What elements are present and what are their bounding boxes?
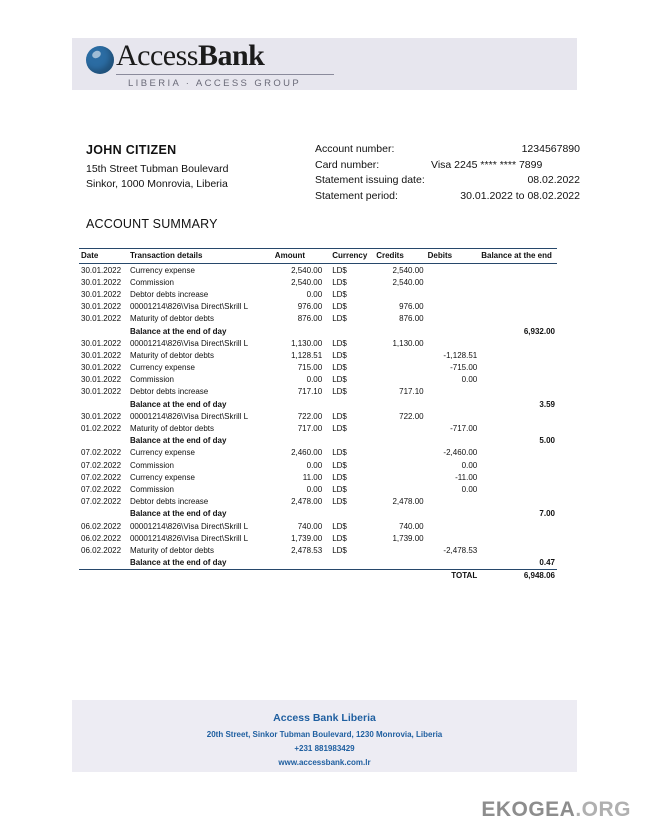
- cell-currency: LD$: [332, 497, 347, 507]
- cell-debits: [426, 435, 480, 447]
- cell-debits: 0.00: [461, 375, 478, 385]
- transactions-table-wrap: [79, 248, 557, 582]
- cell-date: [79, 325, 128, 337]
- end-of-day-row: [79, 435, 557, 447]
- account-info-block: [315, 143, 580, 205]
- total-value: 6,948.06: [479, 569, 557, 582]
- cell-date: 30.01.2022: [81, 277, 122, 287]
- cell-amount: 2,478.00: [291, 497, 323, 507]
- cell-details: Commission: [129, 375, 174, 385]
- end-of-day-row: [79, 508, 557, 520]
- cell-date: 07.02.2022: [81, 460, 122, 470]
- cell-details: Balance at the end of day: [129, 326, 227, 336]
- cell-debits: [426, 398, 480, 410]
- cell-amount: [273, 435, 324, 447]
- watermark-primary: EKOGEA: [481, 798, 576, 821]
- col-date: Date: [79, 249, 128, 264]
- cell-amount: 717.00: [297, 424, 323, 434]
- cell-debits: [426, 520, 480, 532]
- cell-details: Maturity of debtor debts: [129, 350, 215, 360]
- cell-currency: LD$: [332, 424, 347, 434]
- cell-balance: [479, 362, 557, 374]
- cell-details: Debtor debts increase: [129, 387, 209, 397]
- cell-amount: [273, 557, 324, 570]
- cell-details: Balance at the end of day: [129, 436, 227, 446]
- cell-date: 30.01.2022: [81, 375, 122, 385]
- total-label: TOTAL: [426, 569, 480, 582]
- cell-debits: -717.00: [450, 424, 478, 434]
- table-row: [79, 276, 557, 288]
- cell-details: Currency expense: [129, 472, 195, 482]
- col-balance: Balance at the end: [479, 249, 557, 264]
- statement-period-row: [315, 190, 580, 206]
- logo-subtitle: LIBERIA · ACCESS GROUP: [128, 78, 302, 89]
- end-of-day-row: [79, 325, 557, 337]
- cell-date: 06.02.2022: [81, 533, 122, 543]
- logo-divider: [116, 74, 334, 75]
- cell-date: 07.02.2022: [81, 448, 122, 458]
- cell-credits: 740.00: [399, 521, 424, 531]
- cell-credits: [374, 483, 425, 495]
- cell-credits: [374, 544, 425, 556]
- cell-details: Maturity of debtor debts: [129, 545, 215, 555]
- cell-amount: [273, 508, 324, 520]
- cell-debits: [426, 532, 480, 544]
- total-spacer: [79, 569, 374, 582]
- cell-amount: 2,460.00: [291, 448, 323, 458]
- cell-currency: LD$: [332, 338, 347, 348]
- cell-balance: [479, 520, 557, 532]
- cell-details: Balance at the end of day: [129, 509, 227, 519]
- col-amount: Amount: [273, 249, 324, 264]
- cell-debits: [426, 313, 480, 325]
- cell-debits: -2,460.00: [443, 448, 478, 458]
- cell-currency: LD$: [332, 387, 347, 397]
- bank-logo: [86, 40, 316, 96]
- cell-debits: 0.00: [461, 484, 478, 494]
- cell-currency: LD$: [332, 302, 347, 312]
- cell-credits: [374, 325, 425, 337]
- cell-details: 00001214\826\Visa Direct\Skrill L: [129, 411, 249, 421]
- cell-details: Debtor debts increase: [129, 497, 209, 507]
- cell-details: Debtor debts increase: [129, 289, 209, 299]
- footer-band: [72, 700, 577, 772]
- cell-date: 30.01.2022: [81, 289, 122, 299]
- cell-debits: [426, 325, 480, 337]
- cell-details: Balance at the end of day: [129, 558, 227, 568]
- statement-period-value: 30.01.2022 to 08.02.2022: [460, 189, 580, 202]
- cell-credits: [374, 288, 425, 300]
- cell-debits: [426, 496, 480, 508]
- cell-amount: 876.00: [297, 314, 323, 324]
- table-row: [79, 337, 557, 349]
- cell-date: [79, 557, 128, 570]
- logo-word-bank: Bank: [197, 39, 265, 72]
- cell-balance: [479, 349, 557, 361]
- table-row: [79, 349, 557, 361]
- cell-currency: LD$: [332, 411, 347, 421]
- watermark: [481, 798, 631, 822]
- cell-date: 30.01.2022: [81, 338, 122, 348]
- col-credits: Credits: [374, 249, 425, 264]
- cell-details: Commission: [129, 460, 174, 470]
- logo-wordmark: [116, 39, 264, 73]
- cell-balance: 0.47: [539, 558, 555, 568]
- cell-amount: 722.00: [297, 411, 323, 421]
- cell-debits: [426, 557, 480, 570]
- cell-date: 06.02.2022: [81, 521, 122, 531]
- cell-credits: 2,540.00: [392, 265, 424, 275]
- cell-amount: 0.00: [306, 375, 323, 385]
- cell-credits: [374, 508, 425, 520]
- customer-block: [86, 143, 316, 193]
- table-header-row: [79, 249, 557, 264]
- col-debits: Debits: [426, 249, 480, 264]
- cell-balance: [479, 544, 557, 556]
- cell-details: Commission: [129, 277, 174, 287]
- cell-credits: [374, 349, 425, 361]
- logo-word-access: Access: [116, 39, 198, 72]
- cell-currency: [324, 435, 374, 447]
- cell-credits: 2,540.00: [392, 277, 424, 287]
- cell-debits: -2,478.53: [443, 545, 478, 555]
- cell-amount: 715.00: [297, 363, 323, 373]
- cell-amount: 0.00: [306, 460, 323, 470]
- transactions-table: [79, 248, 557, 582]
- table-body: [79, 264, 557, 582]
- end-of-day-row: [79, 398, 557, 410]
- cell-debits: -1,128.51: [443, 350, 478, 360]
- footer-phone: +231 881983429: [294, 744, 355, 753]
- cell-balance: [479, 532, 557, 544]
- cell-details: Currency expense: [129, 363, 195, 373]
- cell-credits: [374, 398, 425, 410]
- cell-amount: [273, 325, 324, 337]
- cell-balance: [479, 301, 557, 313]
- cell-balance: [479, 374, 557, 386]
- cell-date: [79, 435, 128, 447]
- customer-name: JOHN CITIZEN: [86, 143, 177, 157]
- cell-debits: -11.00: [455, 472, 478, 482]
- cell-credits: 876.00: [399, 314, 424, 324]
- cell-amount: 2,540.00: [291, 277, 323, 287]
- cell-currency: LD$: [332, 277, 347, 287]
- cell-date: 30.01.2022: [81, 302, 122, 312]
- cell-credits: 1,739.00: [392, 533, 424, 543]
- table-row: [79, 422, 557, 434]
- account-number-row: [315, 143, 580, 159]
- cell-amount: 976.00: [297, 302, 323, 312]
- cell-currency: LD$: [332, 375, 347, 385]
- cell-details: Maturity of debtor debts: [129, 424, 215, 434]
- cell-currency: LD$: [332, 460, 347, 470]
- cell-amount: 717.10: [297, 387, 323, 397]
- account-number-value: 1234567890: [521, 143, 580, 155]
- cell-details: Commission: [129, 484, 174, 494]
- cell-currency: LD$: [332, 314, 347, 324]
- cell-date: 06.02.2022: [81, 545, 122, 555]
- cell-debits: [426, 508, 480, 520]
- cell-debits: [426, 410, 480, 422]
- cell-amount: 740.00: [297, 521, 323, 531]
- cell-credits: 717.10: [399, 387, 424, 397]
- cell-balance: [479, 337, 557, 349]
- cell-currency: LD$: [332, 484, 347, 494]
- cell-currency: LD$: [332, 363, 347, 373]
- cell-debits: [426, 288, 480, 300]
- end-of-day-row: [79, 557, 557, 570]
- cell-balance: 5.00: [539, 436, 555, 446]
- cell-balance: [479, 496, 557, 508]
- cell-currency: LD$: [332, 265, 347, 275]
- table-row: [79, 313, 557, 325]
- cell-debits: -715.00: [450, 363, 478, 373]
- cell-credits: [374, 374, 425, 386]
- cell-amount: 1,128.51: [291, 350, 323, 360]
- table-row: [79, 386, 557, 398]
- account-number-label: Account number:: [315, 143, 395, 155]
- table-row: [79, 544, 557, 556]
- cell-credits: [374, 557, 425, 570]
- table-row: [79, 410, 557, 422]
- issuing-date-row: [315, 174, 580, 190]
- table-row: [79, 301, 557, 313]
- cell-credits: 722.00: [399, 411, 424, 421]
- cell-date: 07.02.2022: [81, 472, 122, 482]
- cell-debits: [426, 386, 480, 398]
- globe-icon: [86, 46, 114, 74]
- cell-amount: 1,739.00: [291, 533, 323, 543]
- cell-details: 00001214\826\Visa Direct\Skrill L: [129, 521, 249, 531]
- cell-details: 00001214\826\Visa Direct\Skrill L: [129, 302, 249, 312]
- table-row: [79, 264, 557, 277]
- cell-balance: [479, 276, 557, 288]
- cell-date: 01.02.2022: [81, 424, 122, 434]
- col-details: Transaction details: [128, 249, 273, 264]
- cell-balance: [479, 447, 557, 459]
- cell-credits: [374, 422, 425, 434]
- cell-credits: [374, 435, 425, 447]
- cell-debits: [426, 276, 480, 288]
- cell-details: 00001214\826\Visa Direct\Skrill L: [129, 533, 249, 543]
- cell-debits: [426, 337, 480, 349]
- cell-amount: 11.00: [302, 472, 323, 482]
- table-row: [79, 496, 557, 508]
- cell-date: 30.01.2022: [81, 265, 122, 275]
- cell-currency: LD$: [332, 289, 347, 299]
- cell-debits: [426, 264, 480, 277]
- cell-date: [79, 398, 128, 410]
- card-number-label: Card number:: [315, 158, 380, 171]
- cell-amount: [273, 398, 324, 410]
- cell-date: [79, 508, 128, 520]
- cell-balance: 6,932.00: [523, 326, 555, 336]
- total-blank: [374, 569, 425, 582]
- cell-balance: 7.00: [539, 509, 555, 519]
- cell-date: 30.01.2022: [81, 350, 122, 360]
- table-row: [79, 362, 557, 374]
- cell-date: 30.01.2022: [81, 387, 122, 397]
- cell-balance: [479, 264, 557, 277]
- statement-period-label: Statement period:: [315, 189, 398, 202]
- footer-bank-name: Access Bank Liberia: [273, 712, 376, 724]
- cell-amount: 2,540.00: [291, 265, 323, 275]
- cell-currency: LD$: [332, 350, 347, 360]
- cell-debits: 0.00: [461, 460, 478, 470]
- cell-balance: [479, 288, 557, 300]
- cell-credits: 976.00: [399, 302, 424, 312]
- customer-address-line-2: Sinkor, 1000 Monrovia, Liberia: [86, 178, 228, 190]
- watermark-secondary: .ORG: [575, 798, 631, 821]
- issuing-date-label: Statement issuing date:: [315, 174, 425, 186]
- cell-credits: [374, 459, 425, 471]
- cell-details: Currency expense: [129, 265, 195, 275]
- customer-address-line-1: 15th Street Tubman Boulevard: [86, 163, 229, 175]
- cell-date: 07.02.2022: [81, 484, 122, 494]
- cell-balance: [479, 386, 557, 398]
- issuing-date-value: 08.02.2022: [527, 174, 580, 186]
- cell-balance: [479, 459, 557, 471]
- cell-balance: [479, 410, 557, 422]
- cell-currency: LD$: [332, 472, 347, 482]
- cell-debits: [426, 301, 480, 313]
- cell-date: 30.01.2022: [81, 314, 122, 324]
- cell-balance: 3.59: [539, 399, 555, 409]
- cell-currency: LD$: [332, 545, 347, 555]
- footer-address: 20th Street, Sinkor Tubman Boulevard, 1230 Monrovia, Liberia: [206, 730, 443, 739]
- cell-credits: 2,478.00: [392, 497, 424, 507]
- cell-currency: [324, 508, 374, 520]
- cell-credits: 1,130.00: [392, 338, 424, 348]
- cell-details: 00001214\826\Visa Direct\Skrill L: [129, 338, 249, 348]
- cell-credits: [374, 362, 425, 374]
- cell-balance: [479, 313, 557, 325]
- cell-credits: [374, 447, 425, 459]
- table-row: [79, 447, 557, 459]
- cell-amount: 1,130.00: [291, 338, 323, 348]
- table-row: [79, 459, 557, 471]
- table-row: [79, 288, 557, 300]
- cell-currency: LD$: [332, 533, 347, 543]
- cell-details: Maturity of debtor debts: [129, 314, 215, 324]
- cell-currency: [324, 398, 374, 410]
- cell-date: 07.02.2022: [81, 497, 122, 507]
- cell-amount: 2,478.53: [291, 545, 323, 555]
- total-row: [79, 569, 557, 582]
- table-row: [79, 520, 557, 532]
- cell-balance: [479, 471, 557, 483]
- cell-currency: [324, 557, 374, 570]
- table-row: [79, 374, 557, 386]
- cell-date: 30.01.2022: [81, 411, 122, 421]
- cell-currency: LD$: [332, 521, 347, 531]
- cell-date: 30.01.2022: [81, 363, 122, 373]
- table-row: [79, 483, 557, 495]
- cell-details: Balance at the end of day: [129, 399, 227, 409]
- footer-website[interactable]: www.accessbank.com.lr: [278, 758, 371, 767]
- card-number-value: Visa 2245 **** **** 7899: [431, 158, 543, 171]
- cell-amount: 0.00: [306, 484, 323, 494]
- table-row: [79, 471, 557, 483]
- cell-amount: 0.00: [306, 289, 323, 299]
- cell-credits: [374, 471, 425, 483]
- cell-balance: [479, 483, 557, 495]
- col-currency: Currency: [324, 249, 374, 264]
- cell-currency: LD$: [332, 448, 347, 458]
- cell-balance: [479, 422, 557, 434]
- card-number-row: [315, 159, 580, 175]
- table-row: [79, 532, 557, 544]
- cell-currency: [324, 325, 374, 337]
- cell-details: Currency expense: [129, 448, 195, 458]
- account-summary-title: ACCOUNT SUMMARY: [86, 217, 218, 231]
